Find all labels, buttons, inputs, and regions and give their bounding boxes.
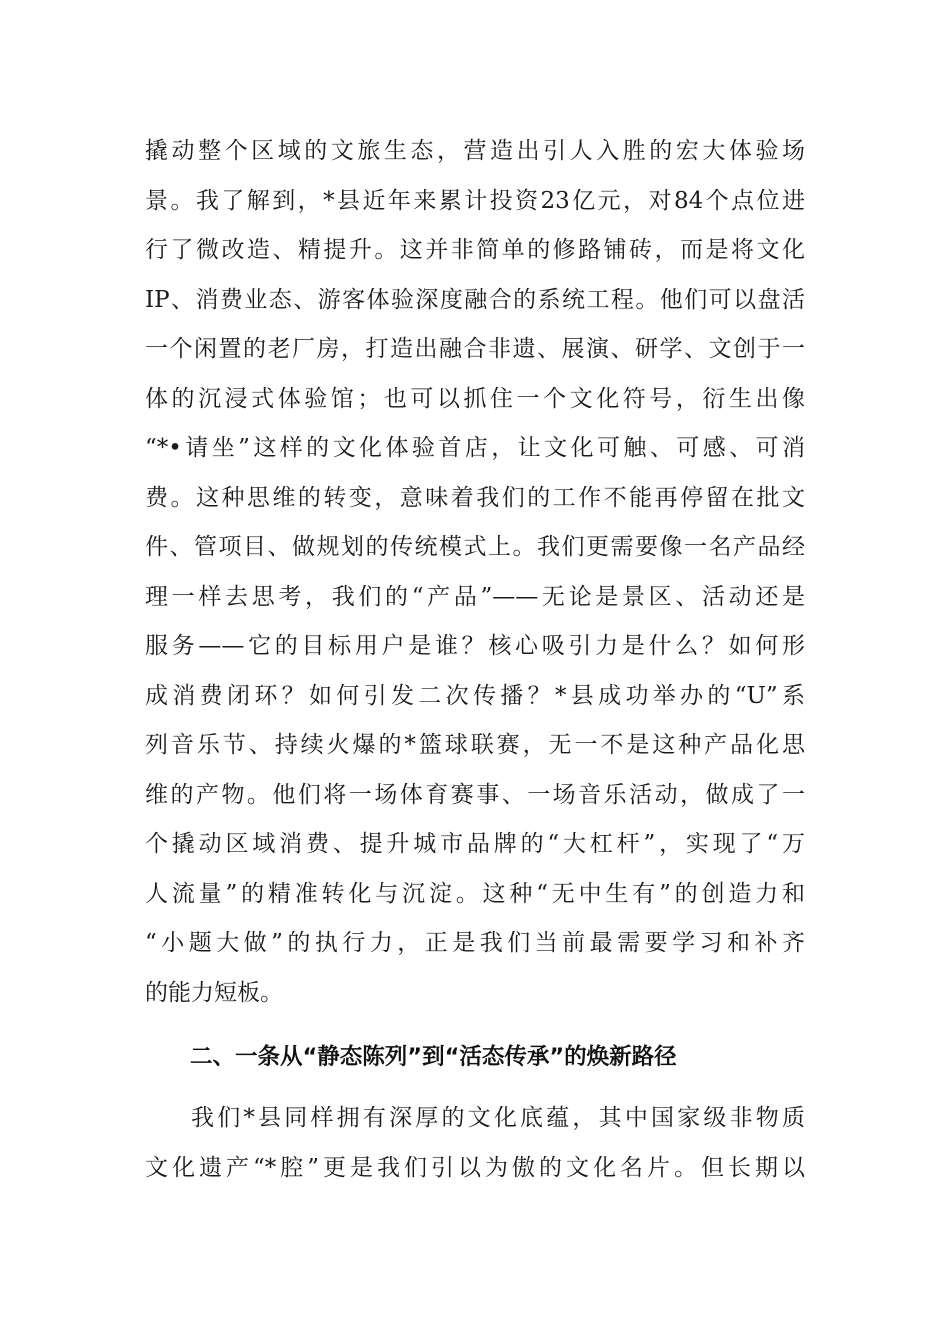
paragraph-1-line: 件、管项目、做规划的传统模式上。我们更需要像一名产品经 (145, 534, 805, 560)
paragraph-1-line: 维的产物。他们将一场体育赛事、一场音乐活动，做成了一 (145, 781, 805, 808)
paragraph-1-line: 列音乐节、持续火爆的*篮球联赛，无一不是这种产品化思 (145, 732, 805, 758)
paragraph-1-line: 费。这种思维的转变，意味着我们的工作不能再停留在批文 (145, 484, 805, 511)
paragraph-1-line: “小题大做”的执行力，正是我们当前最需要学习和补齐 (145, 930, 805, 956)
paragraph-1-line: 体的沉浸式体验馆；也可以抓住一个文化符号，衍生出像 (145, 385, 805, 412)
paragraph-2-line: 文化遗产“*腔”更是我们引以为傲的文化名片。但长期以 (145, 1154, 805, 1181)
paragraph-1-line: 撬动整个区域的文旅生态，营造出引人入胜的宏大体验场 (145, 138, 805, 164)
paragraph-1-line: 服务——它的目标用户是谁？核心吸引力是什么？如何形 (145, 633, 805, 659)
paragraph-1-line: 一个闲置的老厂房，打造出融合非遗、展演、研学、文创于一 (145, 336, 805, 362)
paragraph-1-line: IP、消费业态、游客体验深度融合的系统工程。他们可以盘活 (145, 286, 805, 313)
paragraph-1-line: 个撬动区域消费、提升城市品牌的“大杠杆”，实现了“万 (145, 831, 805, 857)
paragraph-1 (145, 127, 805, 1018)
paragraph-1-line: 成消费闭环？如何引发二次传播？*县成功举办的“U”系 (145, 682, 805, 709)
paragraph-1-line: “*•请坐”这样的文化体验首店，让文化可触、可感、可消 (145, 435, 805, 461)
paragraph-2 (145, 1094, 805, 1193)
section-heading: 二、一条从“静态陈列”到“活态传承”的焕新路径 (190, 1044, 677, 1070)
paragraph-1-line: 的能力短板。 (145, 979, 283, 1006)
paragraph-2-line: 我们*县同样拥有深厚的文化底蕴，其中国家级非物质 (191, 1105, 805, 1131)
paragraph-1-line: 景。我了解到，*县近年来累计投资23亿元，对84个点位进 (145, 187, 805, 214)
paragraph-1-line: 理一样去思考，我们的“产品”——无论是景区、活动还是 (145, 583, 805, 610)
paragraph-1-line: 行了微改造、精提升。这并非简单的修路铺砖，而是将文化 (145, 237, 805, 263)
paragraph-1-line: 人流量”的精准转化与沉淀。这种“无中生有”的创造力和 (145, 880, 805, 907)
